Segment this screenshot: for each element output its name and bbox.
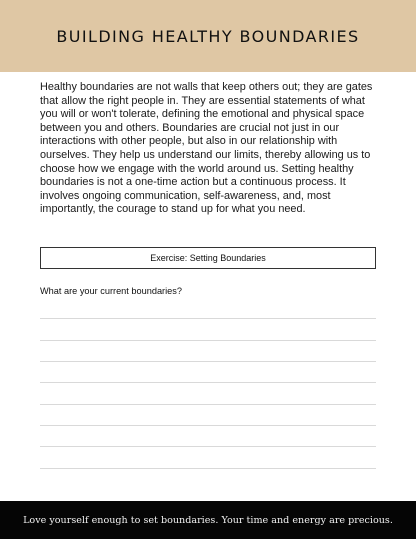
answer-line[interactable]: [40, 340, 376, 341]
answer-line[interactable]: [40, 425, 376, 426]
exercise-title: Exercise: Setting Boundaries: [150, 253, 266, 263]
footer-banner: [0, 501, 416, 539]
intro-paragraph: Healthy boundaries are not walls that keep others out; they are gates that allow the right people in. They are essential statements of what you will or won't tolerate, defining the emotional and physical space between you and others. Boundaries are crucial not just in our interactions with other people, but also in our relationship with ourselves. They help us understand our limits, thereby allowing us to choose how we engage with the world around us. Setting healthy boundaries is not a one-time action but a continuous process. It involves ongoing communication, self-awareness, and, most importantly, the courage to stand up for what you need.: [40, 81, 373, 216]
answer-line[interactable]: [40, 404, 376, 405]
answer-line[interactable]: [40, 361, 376, 362]
footer-quote: Love yourself enough to set boundaries. Your time and energy are precious.: [23, 514, 393, 526]
answer-line[interactable]: [40, 318, 376, 319]
answer-line[interactable]: [40, 468, 376, 469]
answer-lines: [40, 0, 376, 539]
answer-line[interactable]: [40, 382, 376, 383]
answer-line[interactable]: [40, 446, 376, 447]
exercise-question: What are your current boundaries?: [40, 286, 182, 296]
page-title: BUILDING HEALTHY BOUNDARIES: [56, 26, 360, 46]
